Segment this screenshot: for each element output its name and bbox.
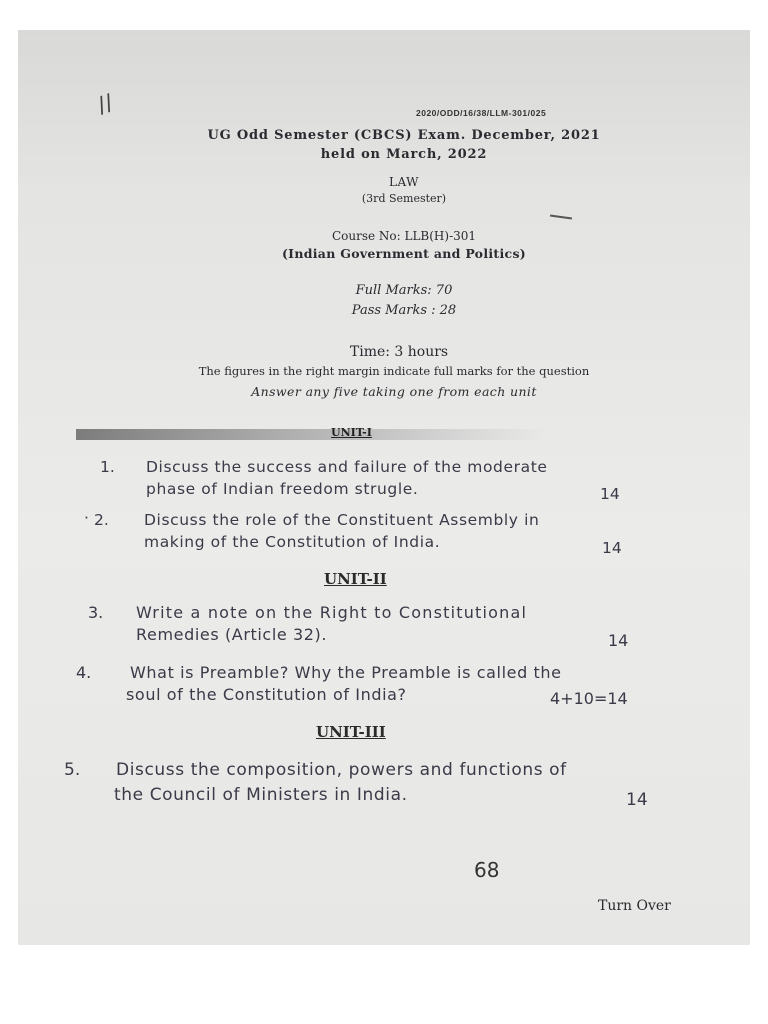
turn-over: Turn Over [598,898,671,914]
subject: LAW [389,175,419,189]
course-no: Course No: LLB(H)-301 [331,229,477,243]
unit-2-title: UNIT-II [324,570,387,588]
answer-instruction: Answer any five taking one from each unit [251,384,537,399]
question-number: 5. [64,760,81,780]
question-marks: 14 [626,790,648,810]
question-number: 1. [100,458,115,476]
pen-mark: // [94,90,117,119]
time: Time: 3 hours [349,344,449,360]
pen-dash [550,214,572,219]
question-line: phase of Indian freedom strugle. [146,480,419,498]
instruction: The figures in the right margin indicate full marks for the question [198,364,590,378]
question-line: Write a note on the Right to Constitutional [136,603,528,622]
question-line: soul of the Constitution of India? [126,685,407,704]
question-number: 4. [76,663,92,682]
full-marks: Full Marks: 70 [355,283,453,298]
held-line: held on March, 2022 [320,147,488,162]
unit-3-title: UNIT-III [316,723,386,741]
exam-line: UG Odd Semester (CBCS) Exam. December, 2021 [207,128,601,143]
question-number: 2. [94,511,109,529]
semester: (3rd Semester) [361,192,447,205]
question-marks: 4+10=14 [550,689,628,708]
question-line: What is Preamble? Why the Preamble is called the [130,663,562,682]
paper-code: 2020/ODD/16/38/LLM-301/025 [416,108,547,118]
question-line: Discuss the role of the Constituent Assembly in [144,511,540,529]
question-line: Discuss the composition, powers and functions of [116,760,567,780]
question-line: Remedies (Article 32). [136,625,328,644]
course-title: (Indian Government and Politics) [281,246,527,261]
question-line: making of the Constitution of India. [144,533,441,551]
question-marks: 14 [602,539,622,557]
question-line: Discuss the success and failure of the moderate [146,458,548,476]
unit-1-title: UNIT-I [331,426,372,439]
exam-paper-sheet [18,30,750,945]
pass-marks: Pass Marks : 28 [351,303,457,318]
bullet-dot: · [84,509,89,527]
question-line: the Council of Ministers in India. [114,785,408,805]
question-number: 3. [88,603,104,622]
unit-1-banner [76,426,546,440]
question-marks: 14 [608,631,629,650]
handwritten-note: 68 [474,858,500,882]
question-marks: 14 [600,485,620,503]
